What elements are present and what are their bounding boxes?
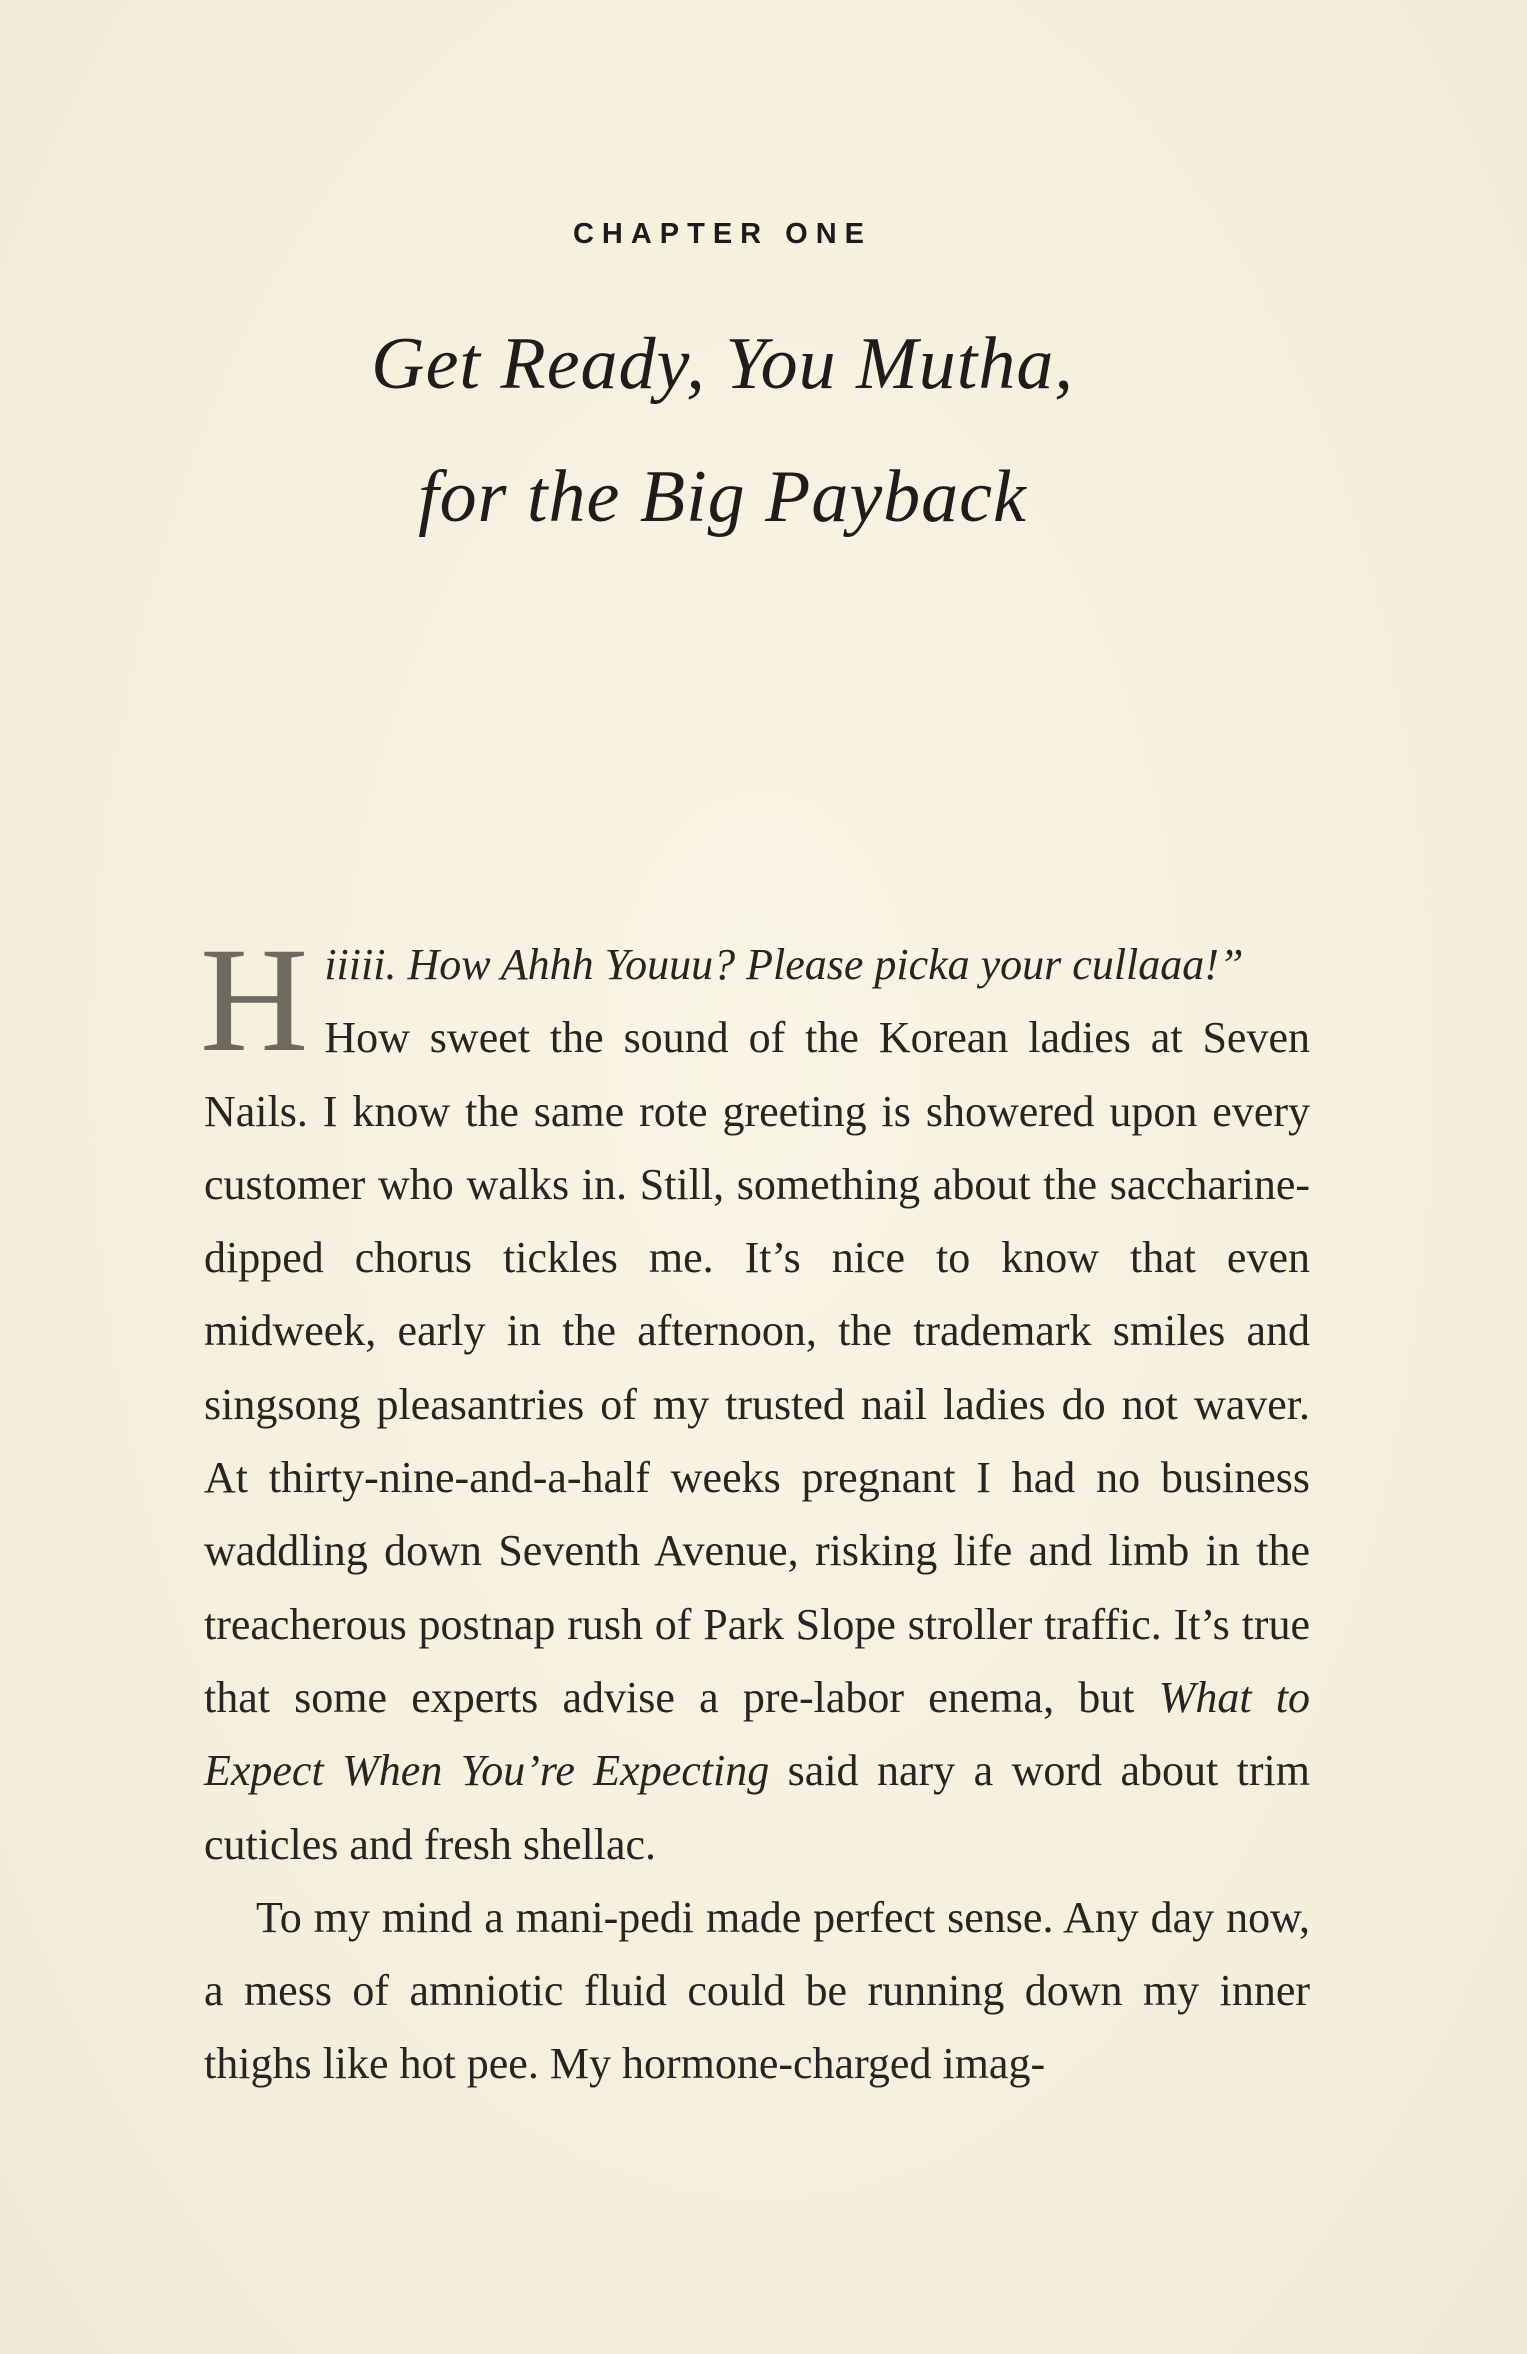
chapter-title-line-2: for the Big Payback — [418, 456, 1027, 538]
paragraph-1-ending: said nary a word about trim cuticles and fresh shellac. — [204, 1746, 1310, 1869]
book-title: What to Expect When You’re Expecting — [204, 1672, 1310, 1796]
paragraph-1-text: How sweet the sound of the Korean ladies at Seven Nails. I know the same rote greeting is showered upon every customer who walks in. Still, something about the saccharine-dipped chorus tickles me. It’s nice to know that even midweek, early in the afternoon, the trademark smiles and singsong pleasantries of my trusted nail ladies do not waver. At thirty-nine-and-a-half weeks pregnant I had no business waddling down Seventh Avenue, risking life and limb in the treacherous postnap rush of Park Slope stroller traffic. It’s true that some experts advise a pre-labor enema, but — [204, 1013, 1310, 1722]
drop-cap: H — [200, 917, 309, 1083]
body-text — [200, 917, 1310, 2101]
chapter-title-line-1: Get Ready, You Mutha, — [371, 323, 1074, 405]
paragraph-1 — [200, 917, 1310, 1881]
paragraph-2: To my mind a mani-pedi made perfect sense. Any day now, a mess of amniotic fluid could be running down my inner thighs like hot pee. My hormone-charged imag- — [204, 1892, 1310, 2089]
opening-quote: iiiii. How Ahhh Youuu? Please picka your cullaaa!” — [324, 940, 1244, 989]
chapter-label: CHAPTER ONE — [572, 218, 873, 250]
